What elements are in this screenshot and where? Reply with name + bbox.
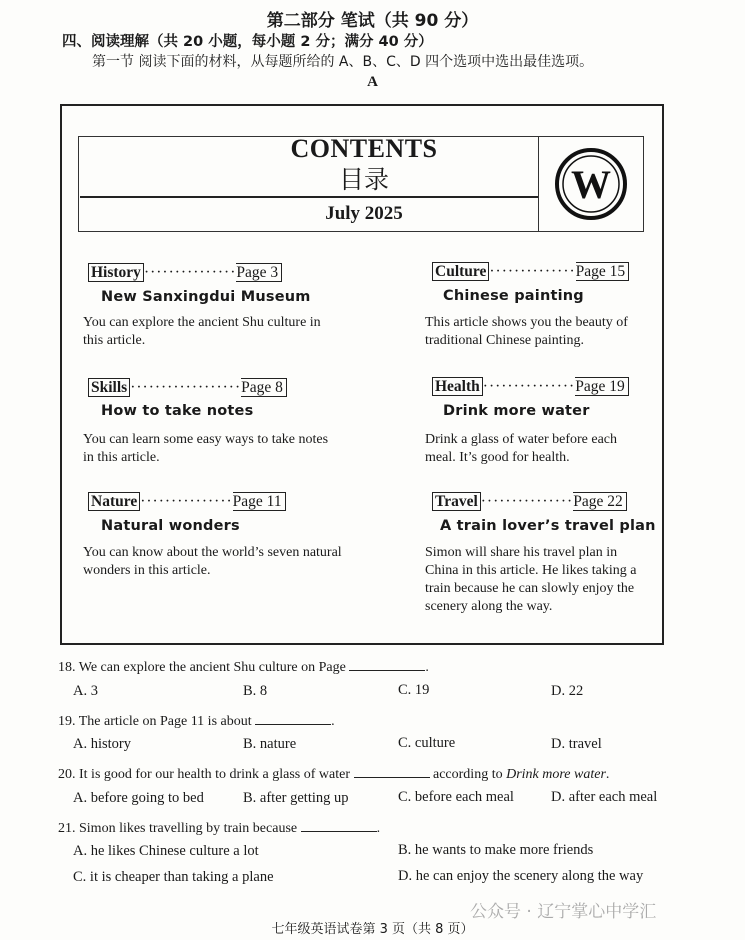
entry-category: Skills <box>88 378 130 397</box>
entry-desc-line: China in this article. He likes taking a <box>425 563 637 578</box>
entry-category: Health <box>432 377 483 396</box>
entry-description <box>425 314 657 350</box>
entry-desc-line: Simon will share his travel plan in <box>425 545 618 560</box>
option-d[interactable]: D. travel <box>551 736 602 752</box>
passage-letter: A <box>367 74 378 90</box>
entry-desc-line: This article shows you the beauty of <box>425 315 628 330</box>
entry-description <box>425 431 657 467</box>
option-d[interactable]: D. he can enjoy the scenery along the way <box>398 868 644 884</box>
option-a[interactable]: A. he likes Chinese culture a lot <box>73 843 259 859</box>
option-b[interactable]: B. nature <box>243 736 297 752</box>
entry-nature-heading: Nature ···············Page 11 <box>88 493 286 511</box>
entry-desc-line: Drink a glass of water before each <box>425 432 618 447</box>
section-title: 四、阅读理解（共 20 小题，每小题 2 分；满分 40 分） <box>62 34 433 50</box>
entry-health-heading: Health ···············Page 19 <box>432 378 629 396</box>
instruction-text: 第一节 阅读下面的材料，从每题所给的 A、B、C、D 四个选项中选出最佳选项。 <box>92 54 594 70</box>
question-stem: We can explore the ancient Shu culture on Page <box>78 660 346 675</box>
option-b[interactable]: B. he wants to make more friends <box>398 842 594 858</box>
entry-subtitle: Chinese painting <box>443 288 584 304</box>
entry-category: Culture <box>432 262 489 281</box>
entry-description <box>83 431 373 467</box>
question-stem: The article on Page 11 is about <box>78 714 252 729</box>
question-number: 20. <box>58 767 76 782</box>
question-number: 18. <box>58 660 76 675</box>
page-footer: 七年级英语试卷第 3 页（共 8 页） <box>271 922 474 937</box>
question-number: 21. <box>58 821 76 836</box>
entry-desc-line: You can learn some easy ways to take notes <box>83 432 329 447</box>
contents-title: CONTENTS <box>290 134 438 163</box>
answer-blank <box>354 763 430 778</box>
contents-date: July 2025 <box>325 203 403 224</box>
option-c[interactable]: C. culture <box>398 735 456 751</box>
entry-desc-line: train because he can slowly enjoy the <box>425 581 635 596</box>
watermark: 公众号 · 辽宁掌心中学汇 <box>470 902 657 922</box>
answer-blank <box>349 656 425 671</box>
entry-desc-line: traditional Chinese painting. <box>425 333 585 348</box>
entry-description <box>425 544 657 616</box>
entry-subtitle: How to take notes <box>101 403 254 419</box>
svg-text:W: W <box>571 162 611 207</box>
entry-desc-line: You can know about the world’s seven natural <box>83 545 342 560</box>
question-19 <box>58 710 335 730</box>
question-stem-tail: according to <box>433 767 503 782</box>
option-c[interactable]: C. before each meal <box>398 789 514 805</box>
entry-subtitle: Drink more water <box>443 403 590 419</box>
option-b[interactable]: B. after getting up <box>243 790 349 806</box>
entry-page: Page 19 <box>575 377 629 396</box>
entry-category: Nature <box>88 492 140 511</box>
question-18 <box>58 656 429 676</box>
question-21 <box>58 817 380 837</box>
question-end: . <box>425 660 429 675</box>
entry-desc-line: You can explore the ancient Shu culture in <box>83 315 321 330</box>
entry-desc-line: wonders in this article. <box>83 563 211 578</box>
entry-subtitle: A train lover’s travel plan <box>440 518 656 534</box>
entry-page: Page 3 <box>236 263 282 282</box>
entry-page: Page 11 <box>233 492 286 511</box>
question-end: . <box>605 767 610 782</box>
entry-subtitle: Natural wonders <box>101 518 240 534</box>
entry-description <box>83 544 373 580</box>
entry-page: Page 8 <box>241 378 287 397</box>
entry-desc-line: this article. <box>83 333 146 348</box>
option-c[interactable]: C. 19 <box>398 682 430 698</box>
option-a[interactable]: A. before going to bed <box>73 790 204 806</box>
question-20 <box>58 763 609 783</box>
entry-travel-heading: Travel ···············Page 22 <box>432 493 627 511</box>
question-stem: It is good for our health to drink a glass of water <box>79 767 350 782</box>
option-c[interactable]: C. it is cheaper than taking a plane <box>73 869 274 885</box>
option-d[interactable]: D. 22 <box>551 683 584 699</box>
wordpress-logo-icon <box>553 146 629 222</box>
entry-page: Page 22 <box>573 492 627 511</box>
question-stem: Simon likes travelling by train because <box>79 821 298 836</box>
option-b[interactable]: B. 8 <box>243 683 268 699</box>
entry-category: Travel <box>432 492 481 511</box>
question-number: 19. <box>58 714 76 729</box>
entry-history-heading: History ···············Page 3 <box>88 264 282 282</box>
question-end: . <box>331 714 335 729</box>
contents-divider <box>80 196 538 198</box>
entry-culture-heading: Culture ··············Page 15 <box>432 263 629 281</box>
answer-blank <box>255 710 331 725</box>
option-a[interactable]: A. 3 <box>73 683 98 699</box>
entry-description <box>83 314 373 350</box>
entry-skills-heading: Skills ··················Page 8 <box>88 379 287 397</box>
entry-desc-line: in this article. <box>83 450 160 465</box>
entry-desc-line: meal. It’s good for health. <box>425 450 570 465</box>
option-a[interactable]: A. history <box>73 736 131 752</box>
entry-page: Page 15 <box>576 262 630 281</box>
option-d[interactable]: D. after each meal <box>551 789 658 805</box>
article-title-ref: Drink more water <box>506 767 606 782</box>
entry-category: History <box>88 263 144 282</box>
entry-desc-line: scenery along the way. <box>425 599 553 614</box>
contents-title-cn: 目录 <box>338 165 389 194</box>
entry-subtitle: New Sanxingdui Museum <box>101 289 311 305</box>
part-title: 第二部分 笔试（共 90 分） <box>266 11 479 31</box>
question-end: . <box>376 821 381 836</box>
answer-blank <box>301 817 377 832</box>
